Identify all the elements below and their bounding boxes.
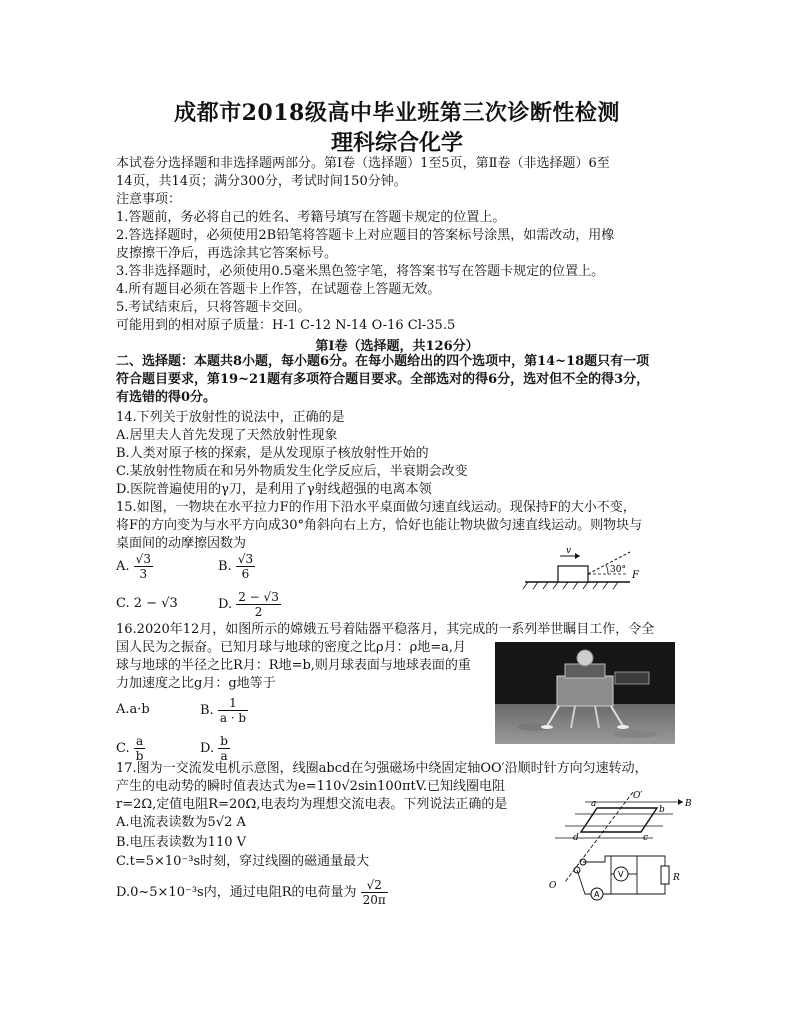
- q16-option-c-fraction: [134, 734, 146, 763]
- q16-c-numerator: a: [134, 734, 146, 749]
- footpad-right: [617, 725, 629, 729]
- q15-block-figure: [520, 544, 650, 594]
- corner-label-b: b: [659, 805, 665, 815]
- circuit-wire-top: [583, 856, 637, 862]
- q15-stem-3: 桌面间的动摩擦因数为: [116, 536, 247, 551]
- exam-title: 成都市2018级高中毕业班第三次诊断性检测: [174, 100, 620, 126]
- coil-abcd: [581, 808, 657, 832]
- axis-label-o-prime: O′: [633, 791, 643, 801]
- q16-option-b: [200, 696, 248, 725]
- q16-stem-1: 16.2020年12月，如图所示的嫦娥五号着陆器平稳落月，其完成的一系列举世瞩目工作，令全: [116, 622, 655, 637]
- section-instructions-2: 符合题目要求，第19~21题有多项符合题目要求。全部选对的得6分，选对但不全的得3分，: [116, 372, 650, 387]
- q15-option-d-label: D.: [218, 597, 233, 612]
- q14-option-c: C.某放射性物质在和另外物质发生化学反应后，半衰期会改变: [116, 464, 468, 479]
- footpad-left: [541, 725, 553, 729]
- q15-option-b-label: B.: [218, 559, 232, 574]
- table-hatching: [523, 582, 618, 589]
- velocity-arrowhead: [575, 553, 580, 559]
- q16-b-denominator: a · b: [219, 711, 247, 725]
- q15-option-a: [116, 552, 153, 581]
- ammeter-label: A: [594, 890, 600, 899]
- section-instructions-3: 有选错的得0分。: [116, 390, 217, 405]
- angle-label: 30°: [610, 565, 626, 575]
- resistor-r: [661, 866, 669, 884]
- q17-option-a: A.电流表读数为5√2 A: [116, 815, 246, 830]
- note-5: 5.考试结束后，只将答题卡交回。: [116, 300, 311, 315]
- q16-stem-4: 力加速度之比g月：g地等于: [116, 676, 276, 691]
- solar-panel: [615, 672, 649, 684]
- q15-a-numerator: √3: [135, 552, 151, 566]
- corner-label-a: a: [591, 799, 597, 809]
- q16-option-d-fraction: [218, 734, 230, 763]
- ac-generator-figure: [545, 790, 695, 902]
- section-instructions-1: 二、选择题：本题共8小题，每小题6分。在每小题给出的四个选项中，第14~18题只有一项: [116, 354, 650, 369]
- q17-stem-3: r=2Ω,定值电阻R=20Ω,电表均为理想交流电表。下列说法正确的是: [116, 797, 508, 812]
- corner-label-d: d: [573, 833, 579, 843]
- q16-stem-2: 国人民为之振奋。已知月球与地球的密度之比ρ月：ρ地=a,月: [116, 640, 467, 655]
- resistor-label: R: [673, 873, 680, 883]
- intro-line-2: 14页，共14页；满分300分，考试时间150分钟。: [116, 174, 407, 189]
- q16-stem-3: 球与地球的半径之比R月：R地=b,则月球表面与地球表面的重: [116, 658, 471, 673]
- q15-b-numerator: √3: [237, 552, 254, 566]
- q15-option-a-fraction: [134, 552, 153, 581]
- q17-option-d-text: D.0~5×10⁻³s内，通过电阻R的电荷量为: [116, 885, 357, 900]
- angle-arc: [606, 565, 608, 574]
- note-3: 3.答非选择题时，必须使用0.5毫米黑色签字笔，将答案书写在答题卡规定的位置上。: [116, 264, 605, 279]
- force-label: F: [632, 570, 639, 581]
- q15-option-d: [218, 590, 281, 619]
- lander-body: [557, 676, 613, 706]
- q16-d-numerator: b: [220, 734, 228, 748]
- q15-option-b: [218, 552, 255, 581]
- q15-stem-2: 将F的方向变为与水平方向成30°角斜向右上方，恰好也能让物块做匀速直线运动。则物块与: [116, 518, 643, 533]
- q15-option-d-fraction: [236, 590, 281, 619]
- voltmeter-label: V: [618, 870, 624, 879]
- q16-d-denominator: a: [220, 749, 228, 763]
- q15-option-c-value: 2 − √3: [133, 596, 178, 611]
- q15-d-numerator: 2 − √3: [238, 590, 279, 604]
- q17-option-d: [116, 878, 388, 907]
- q16-option-a: A.a·b: [116, 702, 150, 717]
- exam-subtitle: 理科综合化学: [330, 130, 463, 156]
- note-1: 1.答题前，务必将自己的姓名、考籍号填写在答题卡规定的位置上。: [116, 210, 506, 225]
- q15-option-a-label: A.: [116, 559, 130, 574]
- q17-stem-1: 17.图为一交流发电机示意图，线圈abcd在匀强磁场中绕固定轴OO′沿顺时针方向匀速转动，: [116, 761, 648, 776]
- q17-d-denominator: 20π: [362, 893, 386, 907]
- q17-option-b: B.电压表读数为110 V: [116, 835, 247, 850]
- q17-stem-2: 产生的电动势的瞬时值表达式为e=110√2sin100πtV.已知线圈电阻: [116, 779, 505, 794]
- lunar-surface: [495, 704, 675, 744]
- q15-option-b-fraction: [236, 552, 255, 581]
- q15-option-c: [116, 596, 178, 611]
- q16-b-numerator: 1: [218, 696, 248, 711]
- q16-option-d: [200, 734, 230, 763]
- q15-option-c-label: C.: [116, 596, 130, 611]
- axis-label-o: O: [549, 881, 557, 891]
- velocity-label: v: [566, 546, 572, 556]
- q15-b-denominator: 6: [241, 567, 250, 581]
- q16-option-b-label: B.: [200, 703, 214, 718]
- q16-option-c-label: C.: [116, 741, 130, 756]
- q15-d-denominator: 2: [254, 605, 263, 619]
- corner-label-c: c: [643, 833, 649, 843]
- q15-a-denominator: 3: [139, 567, 148, 581]
- lunar-lander-photo: [495, 642, 675, 744]
- q14-option-a: A.居里夫人首先发现了天然放射性现象: [116, 428, 338, 443]
- field-label-b: B: [685, 799, 692, 809]
- q15-stem-1: 15.如图，一物块在水平拉力F的作用下沿水平桌面做匀速直线运动。现保持F的大小不变，: [116, 500, 636, 515]
- note-2b: 皮擦擦干净后，再选涂其它答案标号。: [116, 246, 338, 261]
- q14-option-b: B.人类对原子核的探索，是从发现原子核放射性开始的: [116, 446, 429, 461]
- part1-heading: 第Ⅰ卷（选择题，共126分）: [315, 339, 479, 354]
- note-4: 4.所有题目必须在答题卡上作答，在试题卷上答题无效。: [116, 282, 441, 297]
- q16-option-c: [116, 734, 145, 763]
- q14-option-d: D.医院普遍使用的γ刀，是利用了γ射线超强的电离本领: [116, 482, 432, 497]
- lander-antenna: [577, 650, 593, 666]
- q16-option-d-label: D.: [200, 741, 215, 756]
- note-2a: 2.答选择题时，必须使用2B铅笔将答题卡上对应题目的答案标号涂黑，如需改动，用橡: [116, 228, 615, 243]
- q17-option-c: C.t=5×10⁻³s时刻，穿过线圈的磁通量最大: [116, 854, 370, 869]
- q17-d-numerator: √2: [361, 878, 388, 893]
- block: [558, 566, 588, 582]
- q14-stem: 14.下列关于放射性的说法中，正确的是: [116, 410, 345, 425]
- intro-line-1: 本试卷分选择题和非选择题两部分。第Ⅰ卷（选择题）1至5页，第Ⅱ卷（非选择题）6至: [116, 156, 610, 171]
- q16-option-b-fraction: [218, 696, 248, 725]
- notes-title: 注意事项：: [116, 192, 182, 207]
- crater-2: [613, 730, 657, 738]
- q16-c-denominator: b: [135, 749, 144, 763]
- q17-option-d-fraction: [361, 878, 388, 907]
- atomic-masses: 可能用到的相对原子质量：H-1 C-12 N-14 O-16 Cl-35.5: [116, 318, 456, 333]
